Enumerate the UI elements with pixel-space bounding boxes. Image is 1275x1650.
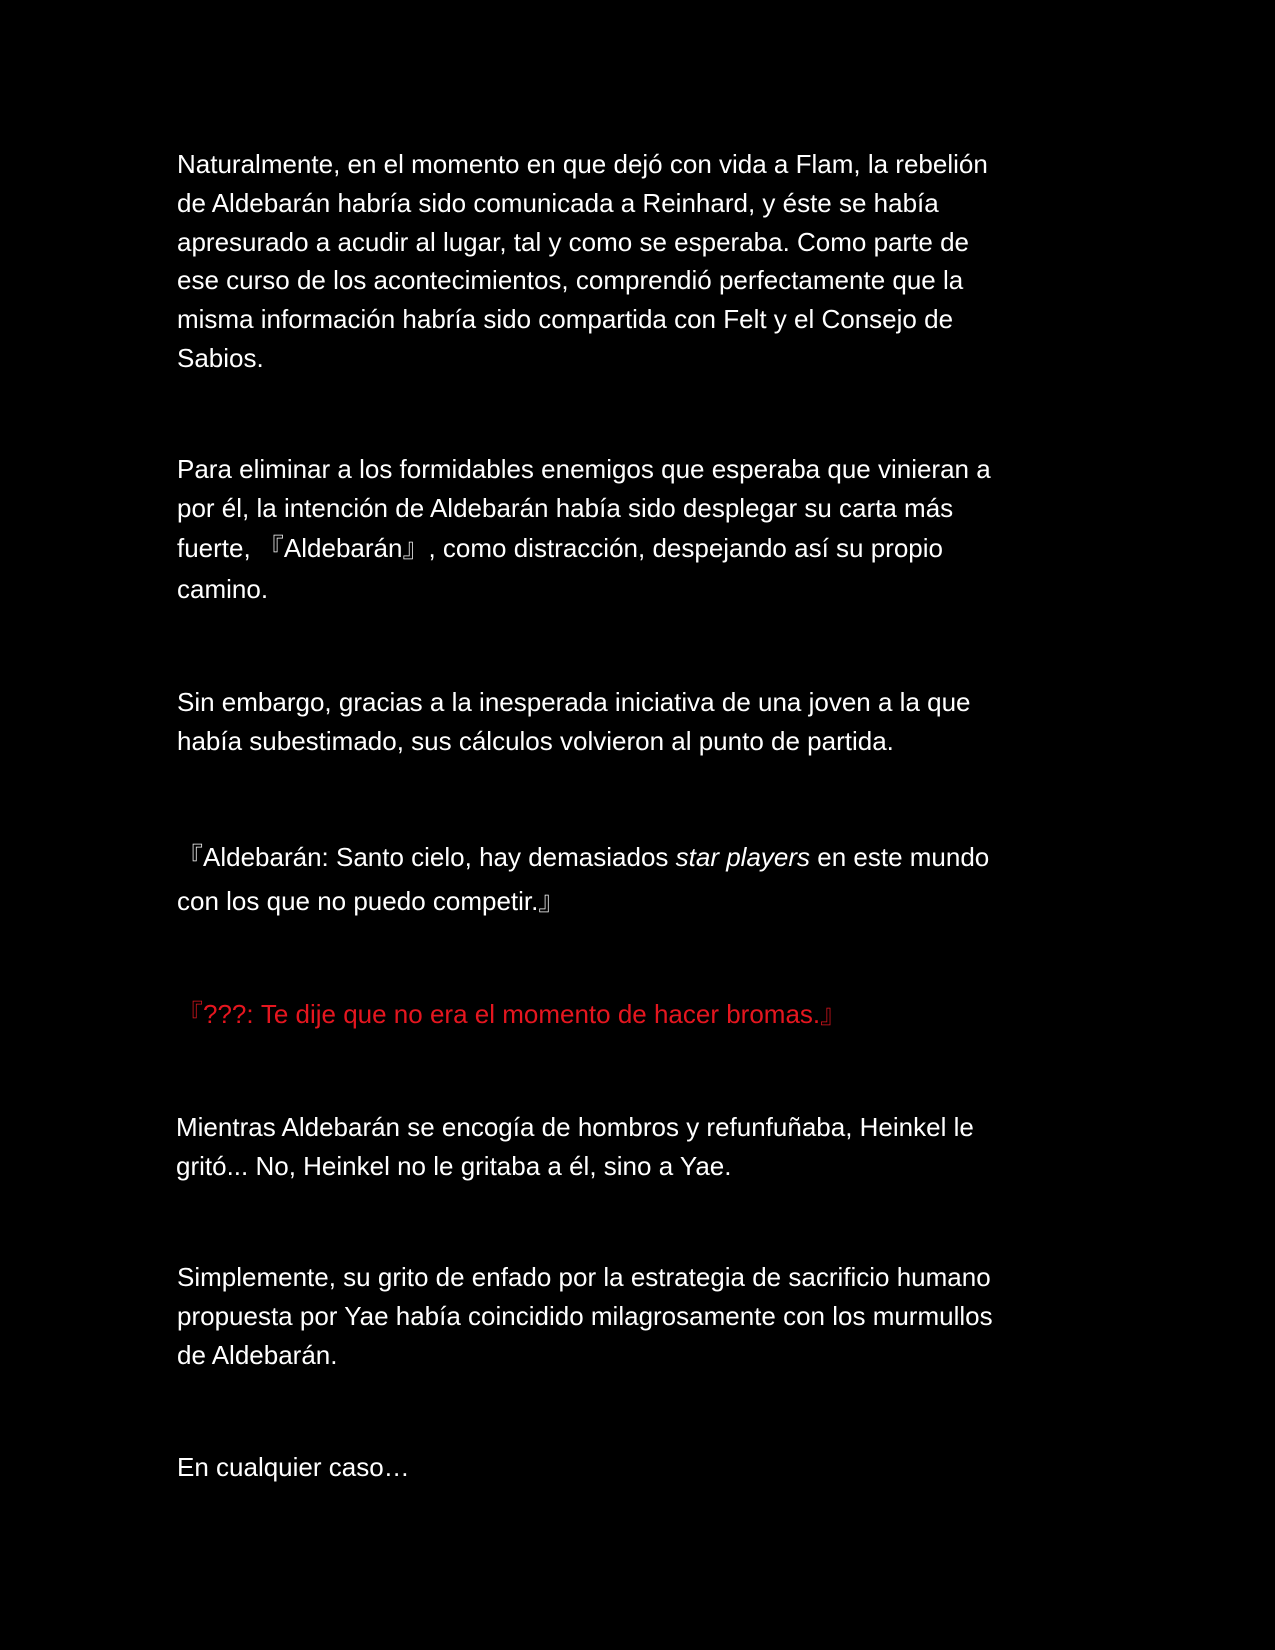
text-line: Sabios.: [177, 342, 264, 373]
text-line: apresurado a acudir al lugar, tal y como se esperaba. Como parte de: [177, 226, 970, 257]
dialogue-italic-text: star players: [675, 842, 811, 872]
paragraph-3: [177, 683, 1107, 761]
text-line: fuerte, 『Aldebarán』, como distracción, despejando así su propio: [177, 532, 943, 563]
text-line: Mientras Aldebarán se encogía de hombros y refunfuñaba, Heinkel le: [176, 1112, 974, 1142]
text-line: Naturalmente, en el momento en que dejó con vida a Flam, la rebelión: [177, 149, 988, 179]
text-line: misma información habría sido compartida con Felt y el Consejo de: [177, 304, 954, 335]
dialogue-text: 『Aldebarán: Santo cielo, hay demasiados: [177, 842, 676, 872]
text-line: de Aldebarán.: [177, 1339, 338, 1370]
text-line: [177, 835, 1107, 879]
text-line: por él, la intención de Aldebarán había sido desplegar su carta más: [177, 492, 954, 523]
text-line: propuesta por Yae había coincidido milagrosamente con los murmullos: [177, 1300, 993, 1331]
text-line: 『???: Te dije que no era el momento de hacer bromas.』: [177, 999, 847, 1029]
text-line: Simplemente, su grito de enfado por la estrategia de sacrificio humano: [177, 1262, 991, 1292]
text-line: con los que no puedo competir.』: [177, 886, 565, 916]
dialogue-unknown-red: [177, 995, 1107, 1034]
text-line: había subestimado, sus cálculos volvieron al punto de partida.: [177, 725, 894, 756]
dialogue-text: en este mundo: [810, 842, 990, 872]
paragraph-8: [177, 1448, 1107, 1487]
dialogue-aldebaran: [177, 835, 1107, 923]
text-line: de Aldebarán habría sido comunicada a Reinhard, y éste se había: [177, 187, 939, 218]
paragraph-6: [176, 1108, 1106, 1186]
text-line: Sin embargo, gracias a la inesperada iniciativa de una joven a la que: [177, 687, 971, 717]
paragraph-7: [177, 1258, 1107, 1374]
paragraph-2: [177, 450, 1107, 610]
text-line: En cualquier caso…: [177, 1452, 410, 1482]
text-line: camino.: [177, 573, 269, 604]
paragraph-1: [177, 145, 1107, 378]
text-line: gritó... No, Heinkel no le gritaba a él, sino a Yae.: [176, 1150, 732, 1181]
text-line: Para eliminar a los formidables enemigos que esperaba que vinieran a: [177, 454, 991, 484]
text-line: ese curso de los acontecimientos, comprendió perfectamente que la: [177, 265, 964, 296]
